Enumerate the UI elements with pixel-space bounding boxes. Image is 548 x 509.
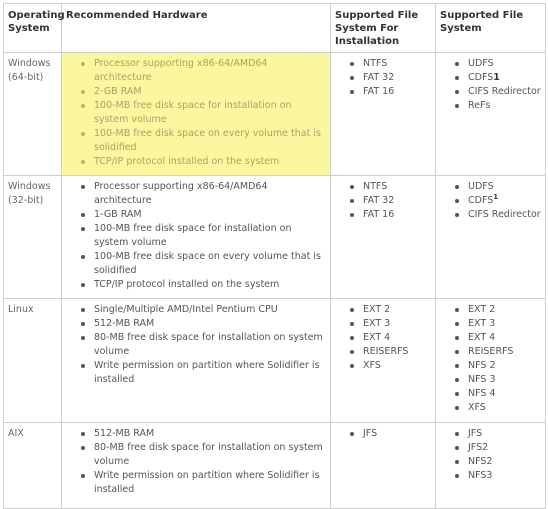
table-row [4,299,546,423]
list-item: TCP/IP protocol installed on the system [66,155,326,169]
header-operating-system: Operating System [4,4,62,53]
list-item: XFS [335,359,431,373]
list-item: Write permission on partition where Solidifier is installed [66,469,326,497]
list-item: EXT 3 [440,317,541,331]
list-item: FAT 16 [335,85,431,99]
list-item: EXT 4 [440,331,541,345]
list-item: NFS 2 [440,359,541,373]
list-item: XFS [440,401,541,415]
list-item [440,194,541,208]
os-cell: Linux [4,299,62,423]
list-item: Processor supporting x86-64/AMD64 architecture [66,57,326,85]
list-item [440,71,541,85]
list-item: NFS3 [440,469,541,483]
install-fs-list [335,57,431,99]
list-item: JFS [440,427,541,441]
supported-fs-cell [436,299,546,423]
list-item: EXT 2 [335,303,431,317]
table-row [4,176,546,299]
install-fs-list [335,180,431,222]
list-item: 512-MB RAM [66,427,326,441]
list-item: NTFS [335,180,431,194]
list-item: FAT 32 [335,194,431,208]
list-item: 1-GB RAM [66,208,326,222]
list-item: UDFS [440,180,541,194]
list-item: NFS 3 [440,373,541,387]
hardware-cell [62,53,331,176]
install-fs-list [335,427,431,441]
list-item: NTFS [335,57,431,71]
hardware-list [66,180,326,292]
footnote-marker: 1 [493,192,499,201]
footnote-marker: 1 [493,72,500,83]
supported-fs-cell [436,176,546,299]
requirements-table [3,3,546,509]
hardware-list [66,427,326,497]
list-item: NFS2 [440,455,541,469]
list-item: FAT 16 [335,208,431,222]
list-item: 100-MB free disk space on every volume that is solidified [66,127,326,155]
header-supported-file-system: Supported File System [436,4,546,53]
hardware-cell [62,423,331,509]
list-item: 100-MB free disk space for installation on system volume [66,99,326,127]
list-item: TCP/IP protocol installed on the system [66,278,326,292]
hardware-list [66,57,326,169]
install-fs-cell [331,176,436,299]
supported-fs-list [440,180,541,222]
supported-fs-cell [436,423,546,509]
supported-fs-list [440,57,541,113]
os-cell: AIX [4,423,62,509]
install-fs-cell [331,53,436,176]
hardware-cell [62,299,331,423]
supported-fs-list [440,427,541,483]
list-item: 80-MB free disk space for installation on system volume [66,441,326,469]
list-item: REISERFS [440,345,541,359]
list-item: 512-MB RAM [66,317,326,331]
supported-fs-cell [436,53,546,176]
table-row [4,53,546,176]
list-item: EXT 2 [440,303,541,317]
list-item: EXT 4 [335,331,431,345]
fs-label: CDFS [468,195,494,206]
list-item: CIFS Redirector [440,208,541,222]
hardware-list [66,303,326,387]
fs-label: CDFS [468,72,494,83]
table-row [4,423,546,509]
list-item: FAT 32 [335,71,431,85]
header-install-file-system: Supported File System For Installation [331,4,436,53]
install-fs-cell [331,299,436,423]
list-item: 100-MB free disk space on every volume that is solidified [66,250,326,278]
list-item: UDFS [440,57,541,71]
os-cell: Windows (32-bit) [4,176,62,299]
list-item: NFS 4 [440,387,541,401]
list-item: Processor supporting x86-64/AMD64 architecture [66,180,326,208]
list-item: 100-MB free disk space for installation on system volume [66,222,326,250]
list-item: REISERFS [335,345,431,359]
supported-fs-list [440,303,541,415]
list-item: EXT 3 [335,317,431,331]
hardware-cell [62,176,331,299]
list-item: CIFS Redirector [440,85,541,99]
list-item: JFS2 [440,441,541,455]
list-item: Write permission on partition where Solidifier is installed [66,359,326,387]
list-item: Single/Multiple AMD/Intel Pentium CPU [66,303,326,317]
install-fs-list [335,303,431,373]
list-item: ReFs [440,99,541,113]
list-item: 80-MB free disk space for installation on system volume [66,331,326,359]
list-item: 2-GB RAM [66,85,326,99]
header-row [4,4,546,53]
header-recommended-hardware: Recommended Hardware [62,4,331,53]
os-cell: Windows (64-bit) [4,53,62,176]
install-fs-cell [331,423,436,509]
list-item: JFS [335,427,431,441]
